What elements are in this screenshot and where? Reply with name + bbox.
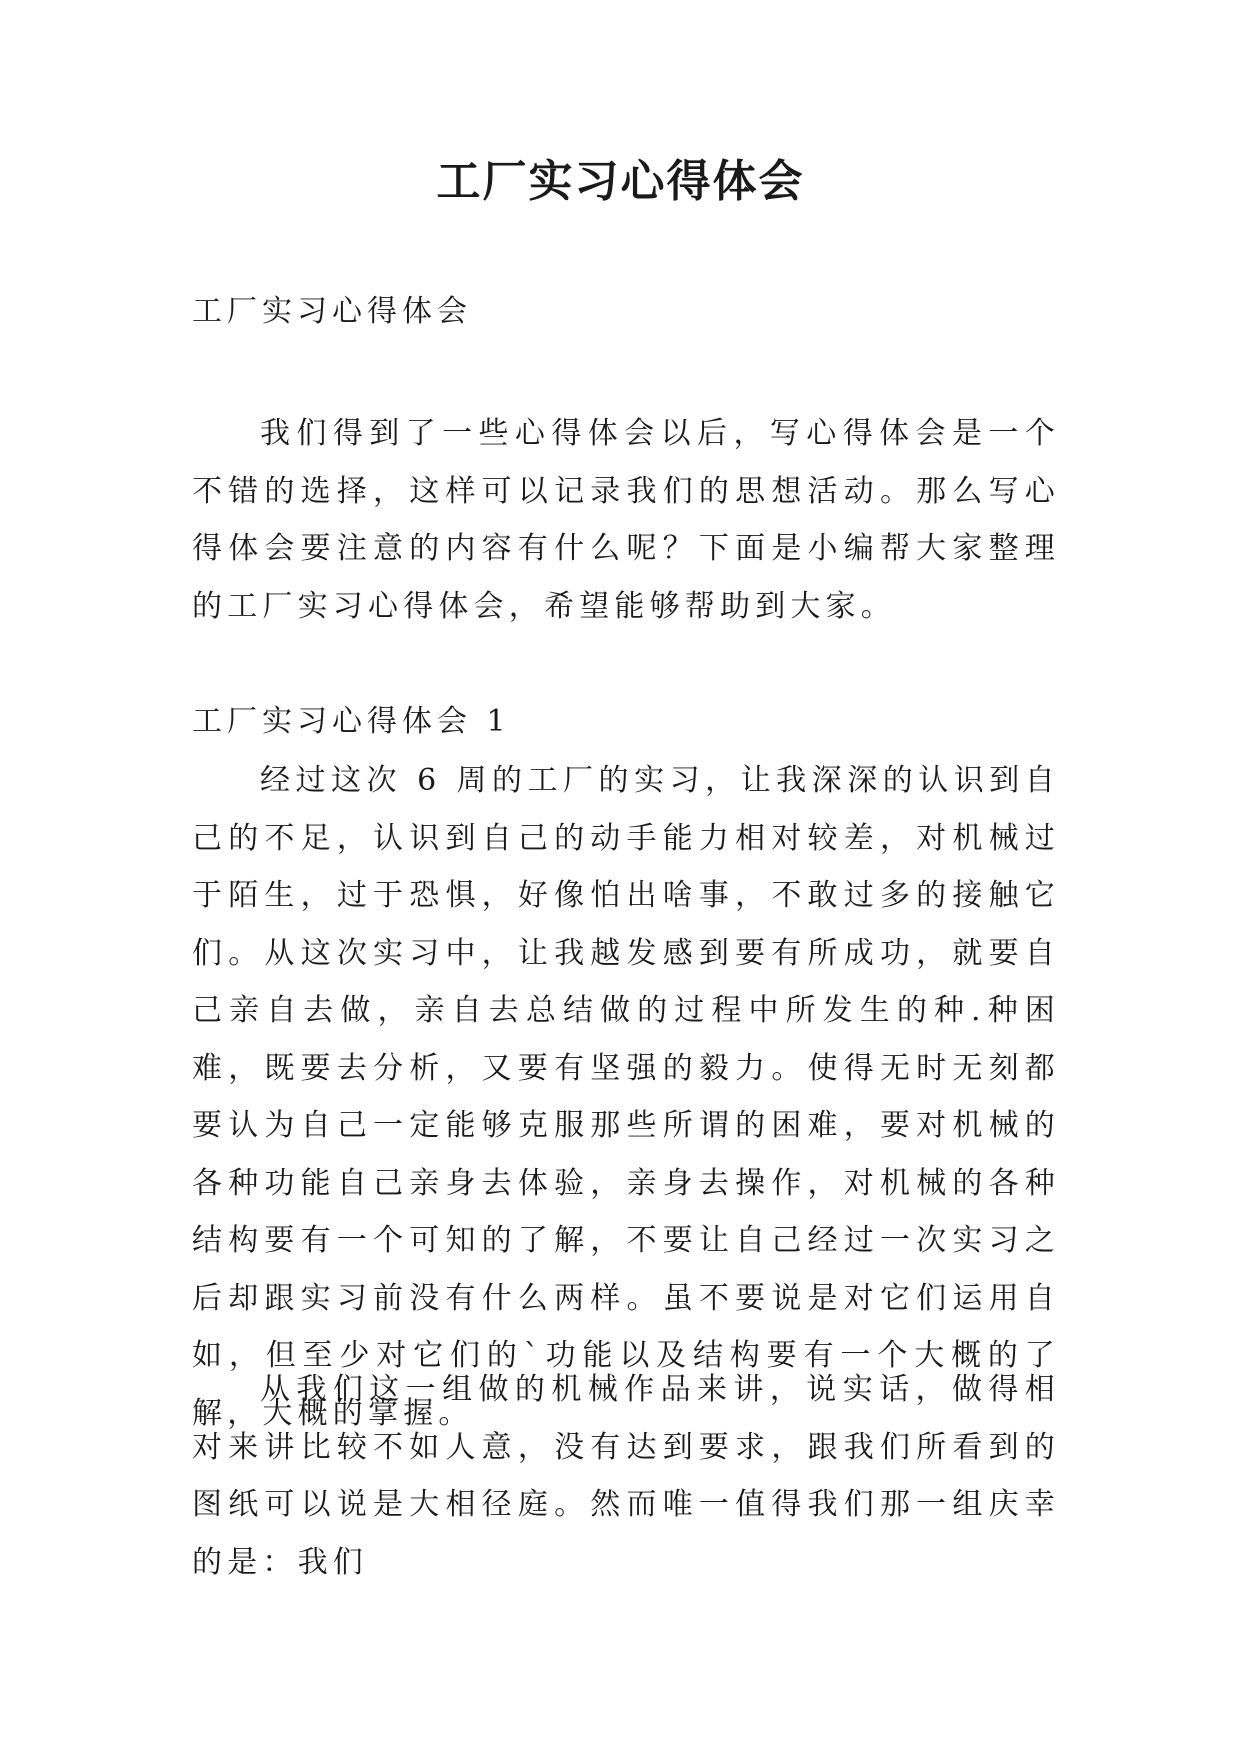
section-heading: 工厂实习心得体会 1 <box>192 704 511 739</box>
intro-paragraph: 我们得到了一些心得体会以后，写心得体会是一个不错的选择，这样可以记录我们的思想活动。那么写心得体会要注意的内容有什么呢？下面是小编帮大家整理的工厂实习心得体会，希望能够帮助到大家。 <box>192 416 1060 624</box>
document-subtitle: 工厂实习心得体会 <box>192 294 472 329</box>
body-paragraph: 经过这次 6 周的工厂的实习，让我深深的认识到自己的不足，认识到自己的动手能力相对较差，对机械过于陌生，过于恐惧，好像怕出啥事，不敢过多的接触它们。从这次实习中，让我越发感到要有所成功，就要自己亲自去做，亲自去总结做的过程中所发生的种.种困难，既要去分析，又要有坚强的毅力。使得无时无刻都要认为自己一定能够克服那些所谓的困难，要对机械的各种功能自己亲身去体验，亲身去操作，对机械的各种结构要有一个可知的了解，不要让自己经过一次实习之后却跟实习前没有什么两样。虽不要说是对它们运用自如，但至少对它们的`功能以及结构要有一个大概的了解，大概的掌握。 <box>192 763 1060 1431</box>
document-title: 工厂实习心得体会 <box>436 156 805 207</box>
body-paragraph: 从我们这一组做的机械作品来讲，说实话，做得相对来讲比较不如人意，没有达到要求，跟我们所看到的图纸可以说是大相径庭。然而唯一值得我们那一组庆幸的是：我们 <box>192 1372 1060 1580</box>
